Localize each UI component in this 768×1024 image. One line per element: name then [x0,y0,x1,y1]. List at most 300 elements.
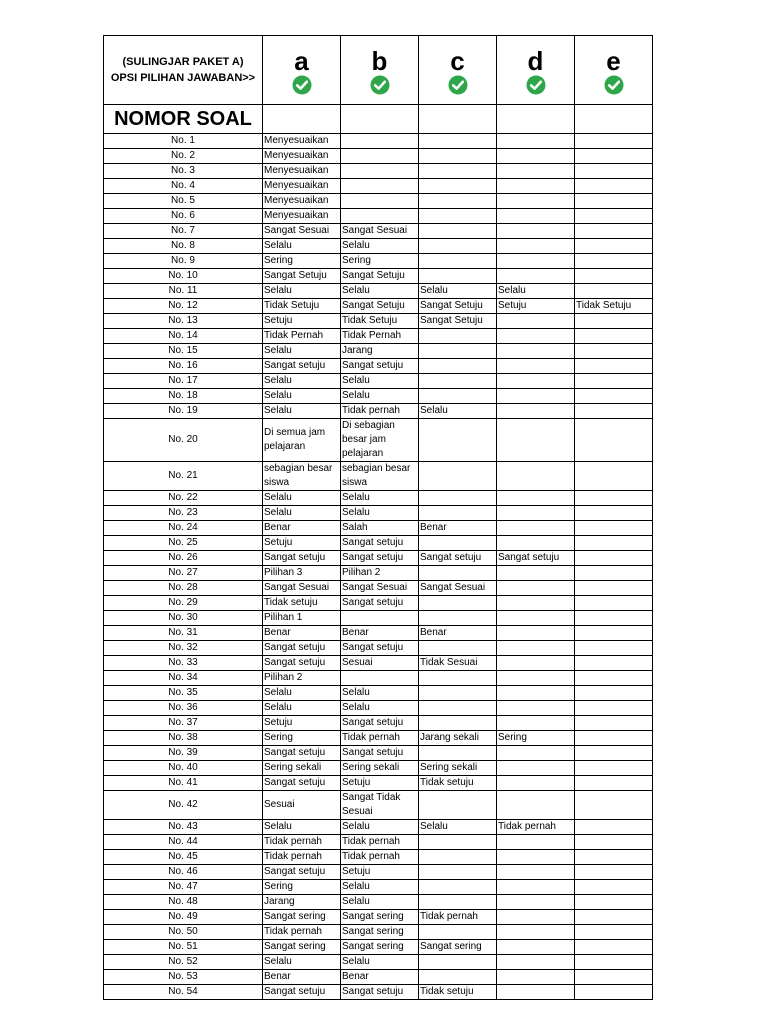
answer-cell-a: Pilihan 3 [263,566,341,581]
answer-cell-e [575,820,653,835]
answer-cell-e [575,940,653,955]
answer-cell-b: Jarang [341,344,419,359]
answer-cell-c [419,254,497,269]
answer-cell-e [575,686,653,701]
answer-cell-e [575,835,653,850]
answer-cell-d [497,671,575,686]
question-number: No. 18 [104,389,263,404]
answer-cell-c: Tidak setuju [419,776,497,791]
question-number: No. 33 [104,656,263,671]
question-number: No. 6 [104,209,263,224]
answer-cell-e [575,536,653,551]
check-circle-icon [292,75,312,95]
answer-cell-e [575,880,653,895]
answer-cell-d [497,374,575,389]
table-row [104,955,653,970]
question-number: No. 35 [104,686,263,701]
answer-cell-a: Setuju [263,536,341,551]
answer-cell-c: Sangat Setuju [419,314,497,329]
answer-cell-d [497,389,575,404]
answer-cell-e [575,314,653,329]
answer-cell-b: Selalu [341,284,419,299]
answer-cell-b: Tidak pernah [341,731,419,746]
answer-cell-e [575,566,653,581]
answer-cell-b: Setuju [341,776,419,791]
answer-cell-d [497,179,575,194]
answer-cell-c [419,134,497,149]
answer-cell-b: Benar [341,626,419,641]
answer-cell-a: Sangat Sesuai [263,581,341,596]
answer-cell-a: Selalu [263,686,341,701]
answer-cell-e [575,865,653,880]
answer-cell-b: Tidak Setuju [341,314,419,329]
question-number: No. 46 [104,865,263,880]
table-row [104,344,653,359]
answer-cell-d [497,955,575,970]
table-row [104,970,653,985]
answer-cell-e [575,656,653,671]
answer-cell-b: Sesuai [341,656,419,671]
empty-header-cell [263,105,341,134]
answer-cell-c [419,641,497,656]
answer-cell-b: Sangat sering [341,940,419,955]
answer-cell-c [419,419,497,462]
table-row [104,404,653,419]
answer-cell-e [575,970,653,985]
table-row [104,299,653,314]
check-circle-icon [526,75,546,95]
answer-cell-a: Selalu [263,284,341,299]
answer-cell-a: Pilihan 2 [263,671,341,686]
answer-cell-e [575,716,653,731]
answer-cell-b: Selalu [341,880,419,895]
answer-cell-a: Sangat setuju [263,641,341,656]
answer-cell-b: Selalu [341,701,419,716]
answer-cell-d [497,641,575,656]
answer-cell-b: Sangat setuju [341,746,419,761]
question-number: No. 10 [104,269,263,284]
question-number: No. 8 [104,239,263,254]
answer-cell-c [419,716,497,731]
question-number: No. 1 [104,134,263,149]
option-header-b [341,36,419,105]
answer-cell-d [497,850,575,865]
answer-cell-a: Tidak setuju [263,596,341,611]
answer-cell-c: Tidak setuju [419,985,497,1000]
answer-cell-b: Sangat setuju [341,551,419,566]
answer-cell-a: Menyesuaikan [263,134,341,149]
answer-cell-b [341,164,419,179]
answer-cell-d [497,701,575,716]
answer-cell-c [419,566,497,581]
answer-cell-c: Sangat Setuju [419,299,497,314]
answer-cell-e [575,389,653,404]
table-row [104,925,653,940]
table-row [104,581,653,596]
answer-cell-c [419,611,497,626]
question-number: No. 42 [104,791,263,820]
table-row [104,656,653,671]
answer-cell-b: Sangat setuju [341,716,419,731]
answer-cell-a: Benar [263,626,341,641]
answer-cell-b: Pilihan 2 [341,566,419,581]
answer-cell-c [419,506,497,521]
answer-cell-c: Benar [419,521,497,536]
question-number: No. 11 [104,284,263,299]
answer-cell-e [575,359,653,374]
answer-cell-b: Tidak Pernah [341,329,419,344]
answer-cell-c [419,389,497,404]
answer-cell-c [419,179,497,194]
answer-cell-e [575,626,653,641]
answer-cell-c: Sangat setuju [419,551,497,566]
table-row [104,239,653,254]
answer-cell-d [497,506,575,521]
question-number: No. 27 [104,566,263,581]
question-number: No. 23 [104,506,263,521]
answer-cell-a: Setuju [263,716,341,731]
answer-cell-a: Menyesuaikan [263,179,341,194]
table-row [104,314,653,329]
answer-cell-c: Selalu [419,820,497,835]
table-row [104,880,653,895]
answer-cell-b [341,611,419,626]
answer-cell-e [575,611,653,626]
answer-cell-e [575,955,653,970]
answer-cell-c: Benar [419,626,497,641]
question-number: No. 32 [104,641,263,656]
question-number: No. 2 [104,149,263,164]
answer-cell-c [419,880,497,895]
answer-cell-b: Tidak pernah [341,835,419,850]
answer-cell-c [419,164,497,179]
question-number: No. 41 [104,776,263,791]
answer-cell-c: Tidak pernah [419,910,497,925]
question-number: No. 28 [104,581,263,596]
empty-header-cell [341,105,419,134]
table-row [104,491,653,506]
question-number: No. 25 [104,536,263,551]
answer-cell-a: Benar [263,970,341,985]
answer-cell-e [575,164,653,179]
answer-cell-b: Tidak pernah [341,404,419,419]
answer-cell-c [419,269,497,284]
answer-cell-c [419,224,497,239]
question-number: No. 38 [104,731,263,746]
answer-cell-a: Selalu [263,389,341,404]
answer-cell-b [341,194,419,209]
answer-cell-a: Selalu [263,820,341,835]
answer-cell-d [497,686,575,701]
answer-cell-d [497,895,575,910]
table-row [104,626,653,641]
answer-cell-d [497,910,575,925]
answer-cell-b [341,134,419,149]
answer-cell-e [575,344,653,359]
answer-cell-c [419,925,497,940]
answer-cell-b: Tidak pernah [341,850,419,865]
table-row [104,641,653,656]
answer-cell-e [575,284,653,299]
answer-cell-a: Sangat setuju [263,746,341,761]
answer-cell-d [497,835,575,850]
answer-cell-a: Pilihan 1 [263,611,341,626]
question-number: No. 44 [104,835,263,850]
table-row [104,835,653,850]
answer-cell-a: Benar [263,521,341,536]
question-number: No. 31 [104,626,263,641]
answer-cell-a: Menyesuaikan [263,149,341,164]
answer-cell-b: Selalu [341,686,419,701]
answer-cell-c [419,536,497,551]
option-letter-e: e [606,45,621,76]
table-row [104,551,653,566]
header-row-options [104,36,653,105]
answer-cell-e [575,462,653,491]
question-number: No. 45 [104,850,263,865]
answer-cell-b: Sangat setuju [341,985,419,1000]
answer-cell-e [575,746,653,761]
answer-cell-c [419,865,497,880]
answer-cell-a: Tidak pernah [263,925,341,940]
answer-cell-b: Sangat Sesuai [341,224,419,239]
answer-cell-b: Sering [341,254,419,269]
answer-cell-c [419,194,497,209]
answer-cell-d [497,269,575,284]
question-number: No. 48 [104,895,263,910]
answer-cell-d [497,566,575,581]
answer-cell-c: Jarang sekali [419,731,497,746]
table-row [104,209,653,224]
answer-cell-e [575,551,653,566]
paket-title: (SULINGJAR PAKET A) [122,56,244,68]
answer-cell-c [419,149,497,164]
check-circle-icon [604,75,624,95]
table-row [104,521,653,536]
answer-cell-a: Sangat sering [263,910,341,925]
table-row [104,731,653,746]
table-row [104,419,653,462]
answer-cell-e [575,374,653,389]
answer-cell-a: Selalu [263,404,341,419]
empty-header-cell [497,105,575,134]
answer-cell-c [419,359,497,374]
answer-cell-b: Selalu [341,955,419,970]
answer-cell-b: Sangat sering [341,925,419,940]
table-row [104,224,653,239]
table-row [104,329,653,344]
answer-cell-b: Sangat Tidak Sesuai [341,791,419,820]
answer-cell-d: Setuju [497,299,575,314]
answer-cell-b: Selalu [341,374,419,389]
answer-cell-b: Sangat setuju [341,641,419,656]
answer-cell-b [341,149,419,164]
answer-cell-d [497,746,575,761]
question-number: No. 50 [104,925,263,940]
answer-cell-a: Selalu [263,701,341,716]
answer-cell-a: Selalu [263,344,341,359]
answer-cell-c [419,596,497,611]
question-number: No. 3 [104,164,263,179]
question-number: No. 16 [104,359,263,374]
answer-cell-d [497,491,575,506]
answer-cell-e [575,671,653,686]
answer-cell-c: Sangat Sesuai [419,581,497,596]
question-number: No. 22 [104,491,263,506]
table-row [104,194,653,209]
answer-cell-d [497,581,575,596]
answer-cell-e [575,641,653,656]
answer-cell-d [497,521,575,536]
question-number: No. 9 [104,254,263,269]
answer-cell-d [497,611,575,626]
answer-cell-e [575,254,653,269]
question-number: No. 21 [104,462,263,491]
answer-cell-e [575,239,653,254]
answer-key-table [103,35,653,1000]
answer-cell-a: Menyesuaikan [263,209,341,224]
answer-cell-d [497,536,575,551]
answer-cell-e [575,581,653,596]
table-row [104,374,653,389]
answer-cell-e [575,329,653,344]
answer-cell-d [497,462,575,491]
answer-cell-c [419,970,497,985]
answer-cell-b: Selalu [341,820,419,835]
answer-cell-b [341,671,419,686]
answer-cell-b: Sangat Setuju [341,299,419,314]
answer-cell-a: Sering [263,880,341,895]
answer-cell-d [497,940,575,955]
table-row [104,701,653,716]
table-row [104,506,653,521]
empty-header-cell [419,105,497,134]
option-letter-b: b [371,45,388,76]
answer-cell-a: Sering [263,254,341,269]
empty-header-cell [575,105,653,134]
answer-cell-c [419,491,497,506]
check-circle-icon [448,75,468,95]
answer-cell-a: Menyesuaikan [263,194,341,209]
answer-cell-c [419,895,497,910]
table-row [104,149,653,164]
question-number: No. 13 [104,314,263,329]
question-number: No. 49 [104,910,263,925]
answer-cell-d [497,716,575,731]
table-row [104,359,653,374]
table-row [104,389,653,404]
question-number: No. 30 [104,611,263,626]
answer-cell-a: Sangat setuju [263,656,341,671]
answer-cell-a: Selalu [263,374,341,389]
answer-cell-d [497,925,575,940]
answer-cell-b: Sangat Setuju [341,269,419,284]
question-number: No. 5 [104,194,263,209]
answer-cell-d [497,404,575,419]
question-number: No. 52 [104,955,263,970]
table-row [104,671,653,686]
paket-title-cell [104,36,263,105]
answer-cell-d [497,626,575,641]
question-number: No. 39 [104,746,263,761]
answer-cell-b: Selalu [341,491,419,506]
answer-cell-d [497,164,575,179]
opsi-pilihan-label: OPSI PILIHAN JAWABAN>> [110,72,256,84]
answer-cell-b: Salah [341,521,419,536]
question-number: No. 7 [104,224,263,239]
answer-cell-a: Sangat Sesuai [263,224,341,239]
answer-cell-d [497,344,575,359]
answer-cell-e [575,134,653,149]
answer-cell-e [575,149,653,164]
answer-cell-d: Sangat setuju [497,551,575,566]
answer-cell-a: Sesuai [263,791,341,820]
question-number: No. 29 [104,596,263,611]
option-letter-a: a [294,45,309,76]
answer-cell-d [497,209,575,224]
answer-cell-b: Sangat setuju [341,596,419,611]
answer-cell-c: Selalu [419,404,497,419]
question-number: No. 4 [104,179,263,194]
answer-cell-c [419,701,497,716]
answer-cell-c: Tidak Sesuai [419,656,497,671]
table-row [104,269,653,284]
answer-cell-c [419,374,497,389]
option-header-a [263,36,341,105]
answer-cell-e [575,776,653,791]
answer-cell-b: Selalu [341,389,419,404]
answer-cell-d [497,149,575,164]
table-row [104,254,653,269]
answer-cell-a: Sangat setuju [263,551,341,566]
answer-cell-c [419,791,497,820]
answer-cell-c [419,209,497,224]
answer-cell-e [575,701,653,716]
answer-cell-e [575,596,653,611]
answer-cell-b: sebagian besar siswa [341,462,419,491]
answer-cell-b: Sangat setuju [341,359,419,374]
answer-cell-b: Sangat setuju [341,536,419,551]
answer-cell-c [419,344,497,359]
answer-cell-a: Sering [263,731,341,746]
answer-cell-e [575,491,653,506]
question-number: No. 54 [104,985,263,1000]
answer-cell-c [419,462,497,491]
answer-cell-d [497,776,575,791]
answer-cell-e [575,895,653,910]
answer-cell-e [575,985,653,1000]
table-row [104,761,653,776]
answer-cell-b [341,179,419,194]
table-row [104,985,653,1000]
answer-cell-e [575,791,653,820]
answer-cell-e [575,269,653,284]
answer-cell-c [419,955,497,970]
question-number: No. 34 [104,671,263,686]
question-number: No. 40 [104,761,263,776]
table-row [104,284,653,299]
answer-cell-b: Setuju [341,865,419,880]
answer-cell-a: Selalu [263,955,341,970]
table-row [104,895,653,910]
answer-cell-c: Sangat sering [419,940,497,955]
table-row [104,940,653,955]
answer-cell-c [419,686,497,701]
answer-cell-d [497,865,575,880]
answer-cell-c: Sering sekali [419,761,497,776]
question-number: No. 17 [104,374,263,389]
answer-cell-a: sebagian besar siswa [263,462,341,491]
